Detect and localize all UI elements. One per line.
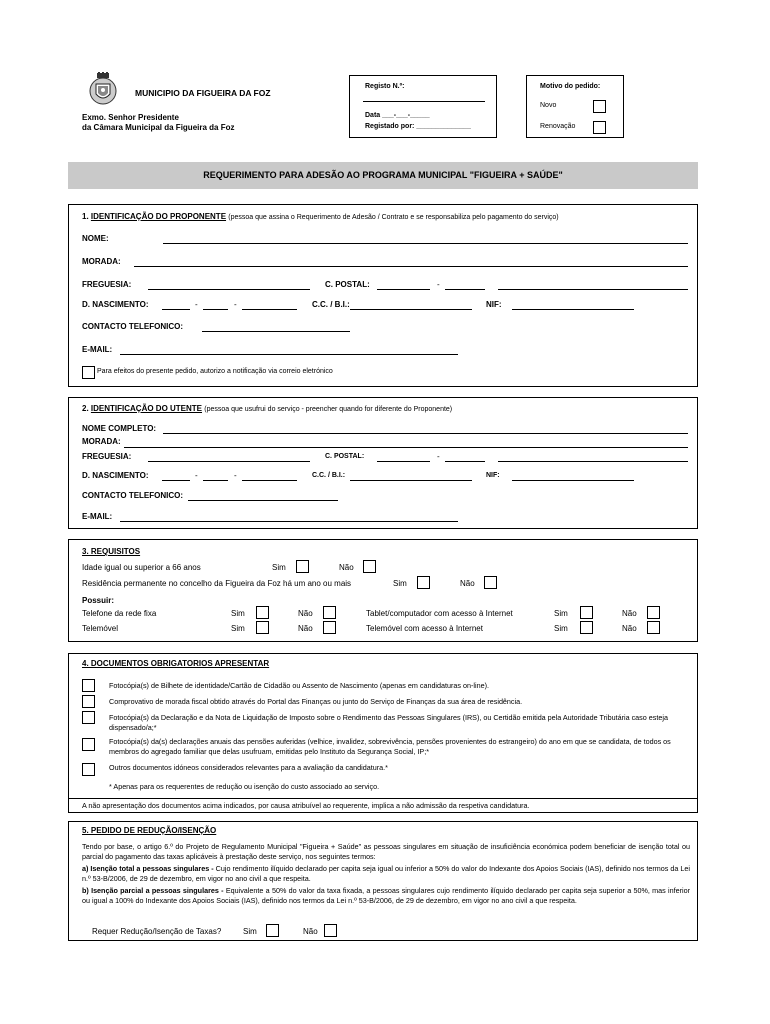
s1-cpostal-field-a[interactable] (377, 289, 430, 290)
s3-tablet-nao-label: Não (622, 609, 637, 618)
page-title: REQUERIMENTO PARA ADESÃO AO PROGRAMA MUNICIPAL "FIGUEIRA + SAÚDE" (203, 170, 563, 180)
s3-residencia-label: Residência permanente no concelho da Figueira da Foz há um ano ou mais (82, 579, 352, 588)
s3-tablet-sim-label: Sim (554, 609, 568, 618)
s1-dnasc-dash1: - (195, 300, 198, 309)
s3-residencia-nao-label: Não (460, 579, 475, 588)
s3-telemovel-net-nao-checkbox[interactable] (647, 621, 660, 634)
s2-nome-label: NOME COMPLETO: (82, 424, 157, 433)
s2-nif-label: NIF: (486, 472, 500, 479)
municipality-name: MUNICIPIO DA FIGUEIRA DA FOZ (135, 88, 271, 98)
s1-freguesia-label: FREGUESIA: (82, 280, 132, 289)
s3-residencia-sim-label: Sim (393, 579, 407, 588)
s1-email-label: E-MAIL: (82, 345, 113, 354)
s5-nao-label: Não (303, 927, 318, 936)
s2-email-field[interactable] (120, 521, 458, 522)
s3-telefone-sim-label: Sim (231, 609, 245, 618)
s5-para1: Tendo por base, o artigo 6.º do Projeto de Regulamento Municipal "Figueira + Saúde" as pessoas singulares em situação de insuficiência económica podem beneficiar de isenção total ou parcial do pagamento das taxas aplicáveis à prestação deste serviço, nos seguintes termos: (82, 842, 690, 861)
novo-checkbox[interactable] (593, 100, 606, 113)
s2-cpostal-field-a[interactable] (377, 461, 430, 462)
s1-nif-field[interactable] (512, 309, 634, 310)
renovacao-label: Renovação (540, 123, 576, 130)
s3-telemovel-label: Telemóvel (82, 624, 119, 633)
s2-dnasc-label: D. NASCIMENTO: (82, 471, 149, 480)
s2-nif-field[interactable] (512, 480, 634, 481)
s3-idade-label: Idade igual ou superior a 66 anos (82, 563, 201, 572)
s3-telemovel-net-label: Telemóvel com acesso à Internet (366, 624, 483, 633)
s3-residencia-sim-checkbox[interactable] (417, 576, 430, 589)
s5-sim-label: Sim (243, 927, 257, 936)
s4-doc5-checkbox[interactable] (82, 763, 95, 776)
s3-telemovel-nao-checkbox[interactable] (323, 621, 336, 634)
s4-divider (68, 798, 698, 799)
section5-heading: 5. PEDIDO DE REDUÇÃO/ISENÇÃO (82, 826, 217, 835)
s1-ccbi-label: C.C. / B.I.: (312, 300, 350, 309)
s1-cpostal-dash: - (437, 280, 440, 289)
s3-residencia-nao-checkbox[interactable] (484, 576, 497, 589)
s1-morada-label: MORADA: (82, 257, 121, 266)
section-proponente (68, 204, 698, 387)
s2-cpostal-label: C. POSTAL: (325, 453, 365, 460)
s3-idade-sim-checkbox[interactable] (296, 560, 309, 573)
novo-label: Novo (540, 102, 557, 109)
addressee-line1: Exmo. Senhor Presidente (82, 113, 179, 122)
s4-doc4-checkbox[interactable] (82, 738, 95, 751)
s1-contacto-field[interactable] (202, 331, 350, 332)
s3-telemovel-net-nao-label: Não (622, 624, 637, 633)
section-utente (68, 397, 698, 529)
s4-doc5-label: Outros documentos idóneos considerados relevantes para a avaliação da candidatura.* (109, 763, 388, 772)
s4-doc3-checkbox[interactable] (82, 711, 95, 724)
s4-footer: A não apresentação dos documentos acima indicados, por causa atribuível ao requerente, implica a não admissão da respetiva candidatura. (82, 801, 530, 810)
s3-tablet-label: Tablet/computador com acesso à Internet (366, 609, 513, 618)
s3-telefone-label: Telefone da rede fixa (82, 609, 157, 618)
s1-contacto-label: CONTACTO TELEFONICO: (82, 322, 184, 331)
s1-consent-label: Para efeitos do presente pedido, autorizo a notificação via correio eletrónico (97, 368, 333, 375)
s1-email-field[interactable] (120, 354, 458, 355)
s2-morada-field[interactable] (124, 447, 688, 448)
s4-doc2-checkbox[interactable] (82, 695, 95, 708)
s2-ccbi-field[interactable] (350, 480, 472, 481)
s3-telefone-sim-checkbox[interactable] (256, 606, 269, 619)
s4-doc4-label: Fotocópia(s) da(s) declarações anuais das pensões auferidas (velhice, invalidez, sobrevivência, pensões provenientes do estrangeiro) do ano em que se candidata, de todos os membros do agregado familiar que delas usufruam, emitidas pelo Instituto da Segurança Social, IP;* (109, 737, 671, 756)
s4-doc1-checkbox[interactable] (82, 679, 95, 692)
s5-sim-checkbox[interactable] (266, 924, 279, 937)
s1-dnasc-day[interactable] (162, 309, 190, 310)
s2-contacto-field[interactable] (188, 500, 338, 501)
s3-telemovel-net-sim-checkbox[interactable] (580, 621, 593, 634)
s3-telemovel-nao-label: Não (298, 624, 313, 633)
s1-dnasc-month[interactable] (203, 309, 228, 310)
s1-freguesia-field[interactable] (148, 289, 310, 290)
s1-ccbi-field[interactable] (350, 309, 472, 310)
s3-tablet-sim-checkbox[interactable] (580, 606, 593, 619)
s2-dnasc-dash1: - (195, 471, 198, 480)
s4-doc1-label: Fotocópia(s) de Bilhete de identidade/Cartão de Cidadão ou Assento de Nascimento (apenas em candidaturas on-line). (109, 681, 489, 690)
s1-dnasc-year[interactable] (242, 309, 297, 310)
s1-dnasc-label: D. NASCIMENTO: (82, 300, 149, 309)
s2-dnasc-day[interactable] (162, 480, 190, 481)
s2-freguesia-field[interactable] (148, 461, 310, 462)
s5-para-b: b) Isenção parcial a pessoas singulares - Equivalente a 50% do valor da taxa fixada, a pessoas singulares cujo rendimento ilíquido declarado per capita seja superior a 50%, mas inferior ou igual a 100% do Indexante dos Apoios Sociais (IAS), definido nos termos da Lei n.º 53-B/2006, de 29 de dezembro, em vigor no ano civil a que respeita. (82, 886, 690, 905)
municipal-crest-icon (86, 72, 120, 106)
s1-nome-field[interactable] (163, 243, 688, 244)
s1-cpostal-field-b[interactable] (445, 289, 485, 290)
s2-localidade-field[interactable] (498, 461, 688, 462)
motivo-label: Motivo do pedido: (540, 83, 601, 90)
s2-dnasc-year[interactable] (242, 480, 297, 481)
s3-idade-nao-label: Não (339, 563, 354, 572)
s2-cpostal-field-b[interactable] (445, 461, 485, 462)
renovacao-checkbox[interactable] (593, 121, 606, 134)
s4-doc2-label: Comprovativo de morada fiscal obtido através do Portal das Finanças ou junto do Serviço de Finanças da sua área de residência. (109, 697, 523, 706)
s4-doc3-label: Fotocópia(s) da Declaração e da Nota de Liquidação de Imposto sobre o Rendimento das Pessoas Singulares (IRS), ou Certidão emitida pela Autoridade Tributária caso esteja dispensado/a;* (109, 713, 668, 732)
s2-dnasc-dash2: - (234, 471, 237, 480)
s2-morada-label: MORADA: (82, 437, 121, 446)
s1-nome-label: NOME: (82, 234, 109, 243)
section1-heading: 1. IDENTIFICAÇÃO DO PROPONENTE (pessoa que assina o Requerimento de Adesão / Contrato e se responsabiliza pelo pagamento do serviço) (82, 212, 559, 221)
section2-heading: 2. IDENTIFICAÇÃO DO UTENTE (pessoa que usufrui do serviço - preencher quando for diferente do Proponente) (82, 404, 453, 413)
s2-nome-field[interactable] (163, 433, 688, 434)
s1-morada-field[interactable] (134, 266, 688, 267)
s2-freguesia-label: FREGUESIA: (82, 452, 132, 461)
s1-consent-checkbox[interactable] (82, 366, 95, 379)
registo-label: Registo N.º: (365, 83, 405, 90)
s1-cpostal-label: C. POSTAL: (325, 280, 370, 289)
registado-label: Registado por: ______________ (365, 123, 471, 130)
s4-note: * Apenas para os requerentes de redução ou isenção do custo associado ao serviço. (109, 782, 380, 791)
s5-para-a: a) Isenção total a pessoas singulares - Cujo rendimento ilíquido declarado per capita seja igual ou inferior a 50% do valor do Indexante dos Apoios Sociais (IAS), definido nos termos da Lei n.º 53-B/2006, de 29 de dezembro, em vigor no ano civil a que respeita. (82, 864, 690, 883)
data-label: Data ___-___-_____ (365, 112, 430, 119)
s3-possuir-label: Possuir: (82, 596, 115, 605)
s2-ccbi-label: C.C. / B.I.: (312, 472, 346, 479)
s3-telemovel-net-sim-label: Sim (554, 624, 568, 633)
s3-idade-sim-label: Sim (272, 563, 286, 572)
s1-nif-label: NIF: (486, 300, 502, 309)
s2-cpostal-dash: - (437, 452, 440, 461)
s5-nao-checkbox[interactable] (324, 924, 337, 937)
addressee-line2: da Câmara Municipal da Figueira da Foz (82, 123, 235, 132)
section3-heading: 3. REQUISITOS (82, 547, 141, 556)
s3-telemovel-sim-label: Sim (231, 624, 245, 633)
s5-question: Requer Redução/Isenção de Taxas? (92, 927, 222, 936)
s1-dnasc-dash2: - (234, 300, 237, 309)
s1-localidade-field[interactable] (498, 289, 688, 290)
s3-telefone-nao-label: Não (298, 609, 313, 618)
section4-heading: 4. DOCUMENTOS OBRIGATORIOS APRESENTAR (82, 659, 270, 668)
s3-telemovel-sim-checkbox[interactable] (256, 621, 269, 634)
s2-email-label: E-MAIL: (82, 512, 113, 521)
s2-dnasc-month[interactable] (203, 480, 228, 481)
s3-tablet-nao-checkbox[interactable] (647, 606, 660, 619)
s3-idade-nao-checkbox[interactable] (363, 560, 376, 573)
s2-contacto-label: CONTACTO TELEFONICO: (82, 491, 184, 500)
registo-field[interactable] (363, 101, 485, 102)
s3-telefone-nao-checkbox[interactable] (323, 606, 336, 619)
